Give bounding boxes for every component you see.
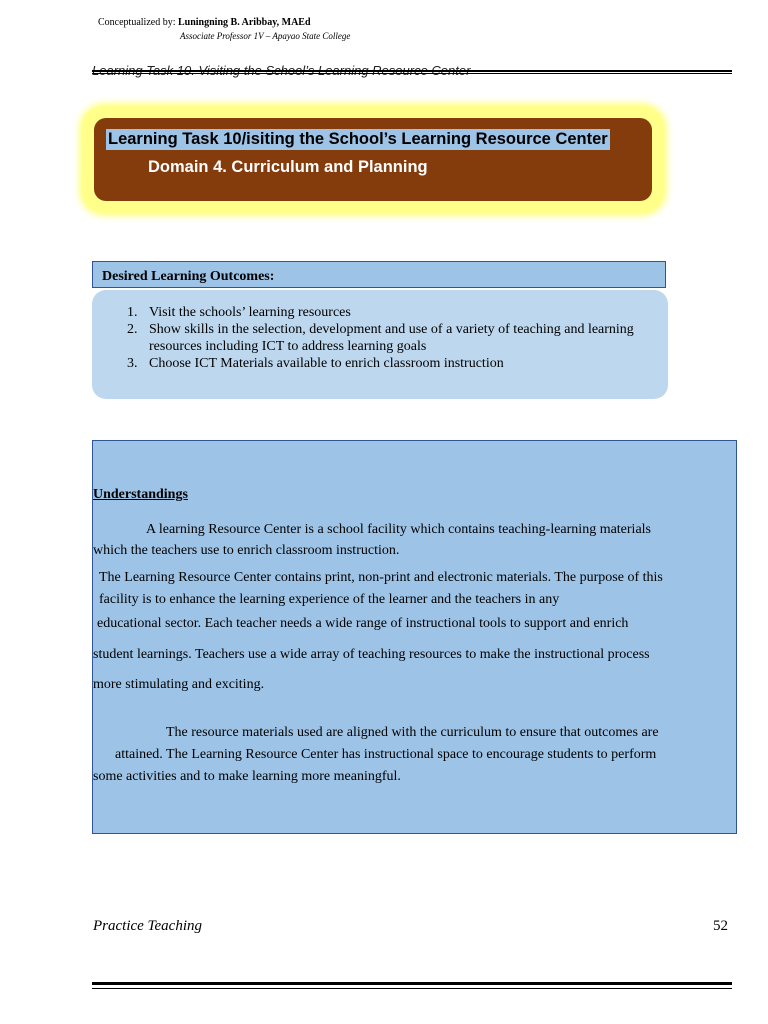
outcome-text: Choose ICT Materials available to enrich classroom instruction (149, 356, 504, 371)
understanding-line: attained. The Learning Resource Center has instructional space to encourage students to perform (115, 747, 657, 762)
author-name: Luningning B. Aribbay, MAEd (177, 17, 311, 28)
conceptualized-by (98, 17, 311, 28)
outcome-number: 2. (127, 322, 138, 337)
understanding-line: The resource materials used are aligned with the curriculum to ensure that outcomes are (166, 725, 659, 740)
task-domain: Domain 4. Curriculum and Planning (148, 158, 428, 176)
outcome-item (92, 304, 669, 321)
understanding-line: some activities and to make learning more meaningful. (93, 769, 401, 784)
outcome-text: Show skills in the selection, development and use of a variety of teaching and learning resources including ICT to address learning goals (149, 322, 634, 354)
footer-label: Practice Teaching (93, 918, 203, 934)
outcome-text: Visit the schools’ learning resources (149, 305, 351, 320)
outcome-item (92, 355, 669, 372)
outcome-number: 1. (127, 305, 138, 320)
understandings-heading: Understandings (93, 487, 188, 502)
outcome-number: 3. (127, 356, 138, 371)
outcomes-header (92, 261, 666, 288)
outcomes-panel (92, 290, 668, 399)
understanding-line: more stimulating and exciting. (93, 677, 265, 692)
outcomes-list (92, 304, 669, 372)
understanding-line: A learning Resource Center is a school facility which contains teaching-learning materials (146, 522, 651, 537)
outcome-item (92, 321, 669, 355)
footer-rule-top (92, 982, 732, 985)
understanding-line: The Learning Resource Center contains print, non-print and electronic materials. The purpose of this (99, 570, 663, 585)
understanding-line: educational sector. Each teacher needs a wide range of instructional tools to support and enrich (97, 616, 629, 631)
conceptualized-label: Conceptualized by: (98, 17, 176, 28)
header-rule-top (92, 70, 732, 72)
page-number: 52 (713, 918, 728, 934)
task-title: Learning Task 10/isiting the School’s Learning Resource Center (108, 130, 608, 148)
understanding-line: which the teachers use to enrich classroom instruction. (93, 543, 400, 558)
outcomes-heading: Desired Learning Outcomes: (102, 269, 275, 284)
understanding-line: facility is to enhance the learning experience of the learner and the teachers in any (99, 592, 560, 607)
header-rule-bottom (92, 73, 732, 74)
understanding-line: student learnings. Teachers use a wide array of teaching resources to make the instructional process (93, 647, 650, 662)
author-role: Associate Professor 1V – Apayao State College (180, 31, 351, 41)
footer-rule-bottom (92, 988, 732, 989)
